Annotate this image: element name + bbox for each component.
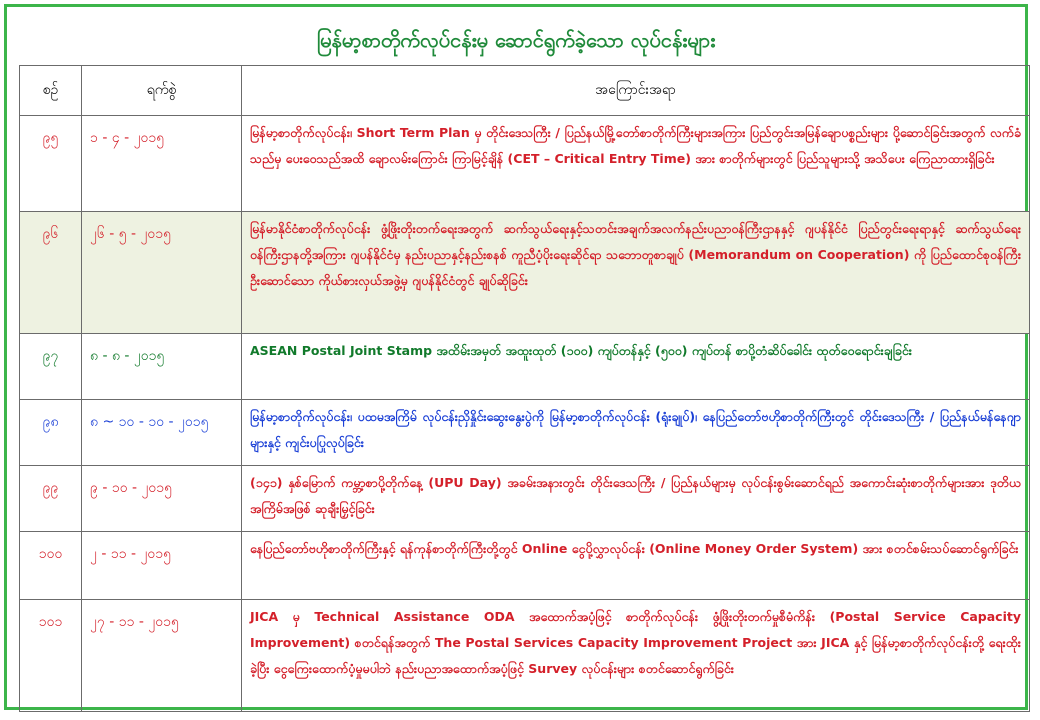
header-date: ရက်စွဲ bbox=[82, 66, 242, 116]
table-row bbox=[20, 466, 1030, 532]
row-description: JICA မှ Technical Assistance ODA အထောက်အပံ့ဖြင့် စာတိုက်လုပ်ငန်း ဖွံ့ဖြိုးတိုးတက်မှုစီမံကိန်း (Postal Service Capacity Improvement) စတင်ရန်အတွက် The Postal Services Capacity Improvement Project အား JICA နှင့် မြန်မာ့စာတိုက်လုပ်ငန်းတို့ ရေးထိုးခဲ့ပြီး ငွေကြေးထောက်ပံ့မှုမပါဘဲ နည်းပညာအထောက်အပံ့ဖြင့် Survey လုပ်ငန်းများ စတင်ဆောင်ရွက်ခြင်း bbox=[242, 600, 1030, 712]
row-description: ASEAN Postal Joint Stamp အထိမ်းအမှတ် အထူးထုတ် (၁၀၀) ကျပ်တန်နှင့် (၅၀၀) ကျပ်တန် စာပို့တံဆိပ်ခေါင်း ထုတ်ဝေရောင်းချခြင်း bbox=[242, 334, 1030, 400]
row-number: ၉၉ bbox=[20, 466, 82, 532]
row-date: ၂၆ - ၅ - ၂၀၁၅ bbox=[82, 212, 242, 334]
header-description: အကြောင်းအရာ bbox=[242, 66, 1030, 116]
row-number: ၉၆ bbox=[20, 212, 82, 334]
row-date: ၈ - ၈ - ၂၀၁၅ bbox=[82, 334, 242, 400]
row-date: ၉ - ၁၀ - ၂၀၁၅ bbox=[82, 466, 242, 532]
row-date: ၈ ~ ၁၀ - ၁၀ - ၂၀၁၅ bbox=[82, 400, 242, 466]
row-description: နေပြည်တော်ဗဟိုစာတိုက်ကြီးနှင့် ရန်ကုန်စာတိုက်ကြီးတို့တွင် Online ငွေပို့လွှာလုပ်ငန်း (Online Money Order System) အား စတင်စမ်းသပ်ဆောင်ရွက်ခြင်း bbox=[242, 532, 1030, 600]
row-number: ၉၇ bbox=[20, 334, 82, 400]
row-number: ၁၀၁ bbox=[20, 600, 82, 712]
table-row bbox=[20, 116, 1030, 212]
table-row bbox=[20, 334, 1030, 400]
table-header-row bbox=[20, 66, 1030, 116]
row-number: ၉၈ bbox=[20, 400, 82, 466]
table-row bbox=[20, 212, 1030, 334]
header-no: စဉ် bbox=[20, 66, 82, 116]
row-date: ၂၇ - ၁၁ - ၂၀၁၅ bbox=[82, 600, 242, 712]
activities-table bbox=[19, 65, 1030, 712]
row-description: (၁၄၁) နှစ်မြောက် ကမ္ဘာ့စာပို့တိုက်နေ့ (UPU Day) အခမ်းအနားတွင်း တိုင်းဒေသကြီး / ပြည်နယ်များမှ လုပ်ငန်းစွမ်းဆောင်ရည် အကောင်းဆုံးစာတိုက်များအား ဒုတိယအကြိမ်အဖြစ် ဆုချီးမြှင့်ခြင်း bbox=[242, 466, 1030, 532]
page-title: မြန်မာ့စာတိုက်လုပ်ငန်းမှ ဆောင်ရွက်ခဲ့သော လုပ်ငန်းများ bbox=[316, 28, 716, 52]
row-date: ၂ - ၁၁ - ၂၀၁၅ bbox=[82, 532, 242, 600]
row-date: ၁ - ၄ - ၂၀၁၅ bbox=[82, 116, 242, 212]
row-number: ၉၅ bbox=[20, 116, 82, 212]
table-row bbox=[20, 400, 1030, 466]
table-row bbox=[20, 532, 1030, 600]
table-row bbox=[20, 600, 1030, 712]
page-frame bbox=[4, 4, 1028, 710]
row-description: မြန်မာနိုင်ငံစာတိုက်လုပ်ငန်း ဖွံ့ဖြိုးတိုးတက်ရေးအတွက် ဆက်သွယ်ရေးနှင့်သတင်းအချက်အလက်နည်းပညာဝန်ကြီးဌာနနှင့် ဂျပန်နိုင်ငံ ပြည်တွင်းရေးရာနှင့် ဆက်သွယ်ရေးဝန်ကြီးဌာနတို့အကြား ဂျပန်နိုင်ငံမှ နည်းပညာနှင့်နည်းစနစ် ကူညီပံ့ပိုးရေးဆိုင်ရာ သဘောတူစာချုပ် (Memorandum on Cooperation) ကို ပြည်ထောင်စုဝန်ကြီး ဦးဆောင်သော ကိုယ်စားလှယ်အဖွဲ့မှ ဂျပန်နိုင်ငံတွင် ချုပ်ဆိုခြင်း bbox=[242, 212, 1030, 334]
row-description: မြန်မာ့စာတိုက်လုပ်ငန်း၊ ပထမအကြိမ် လုပ်ငန်းညှိနှိုင်းဆွေးနွေးပွဲကို မြန်မာ့စာတိုက်လုပ်ငန်း (ရုံးချုပ်)၊ နေပြည်တော်ဗဟိုစာတိုက်ကြီးတွင် တိုင်းဒေသကြီး / ပြည်နယ်မန်နေဂျာများနှင့် ကျင်းပပြုလုပ်ခြင်း bbox=[242, 400, 1030, 466]
row-description: မြန်မာ့စာတိုက်လုပ်ငန်း၊ Short Term Plan မှ တိုင်းဒေသကြီး / ပြည်နယ်မြို့တော်စာတိုက်ကြီးများအကြား ပြည်တွင်းအမြန်ချောပစ္စည်းများ ပို့ဆောင်ခြင်းအတွက် လက်ခံသည်မှ ပေးဝေသည်အထိ ချောလမ်းကြောင်း ကြာမြင့်ချိန် (CET – Critical Entry Time) အား စာတိုက်များတွင် ပြည်သူများသို့ အသိပေး ကြေညာထားရှိခြင်း bbox=[242, 116, 1030, 212]
row-number: ၁၀၀ bbox=[20, 532, 82, 600]
